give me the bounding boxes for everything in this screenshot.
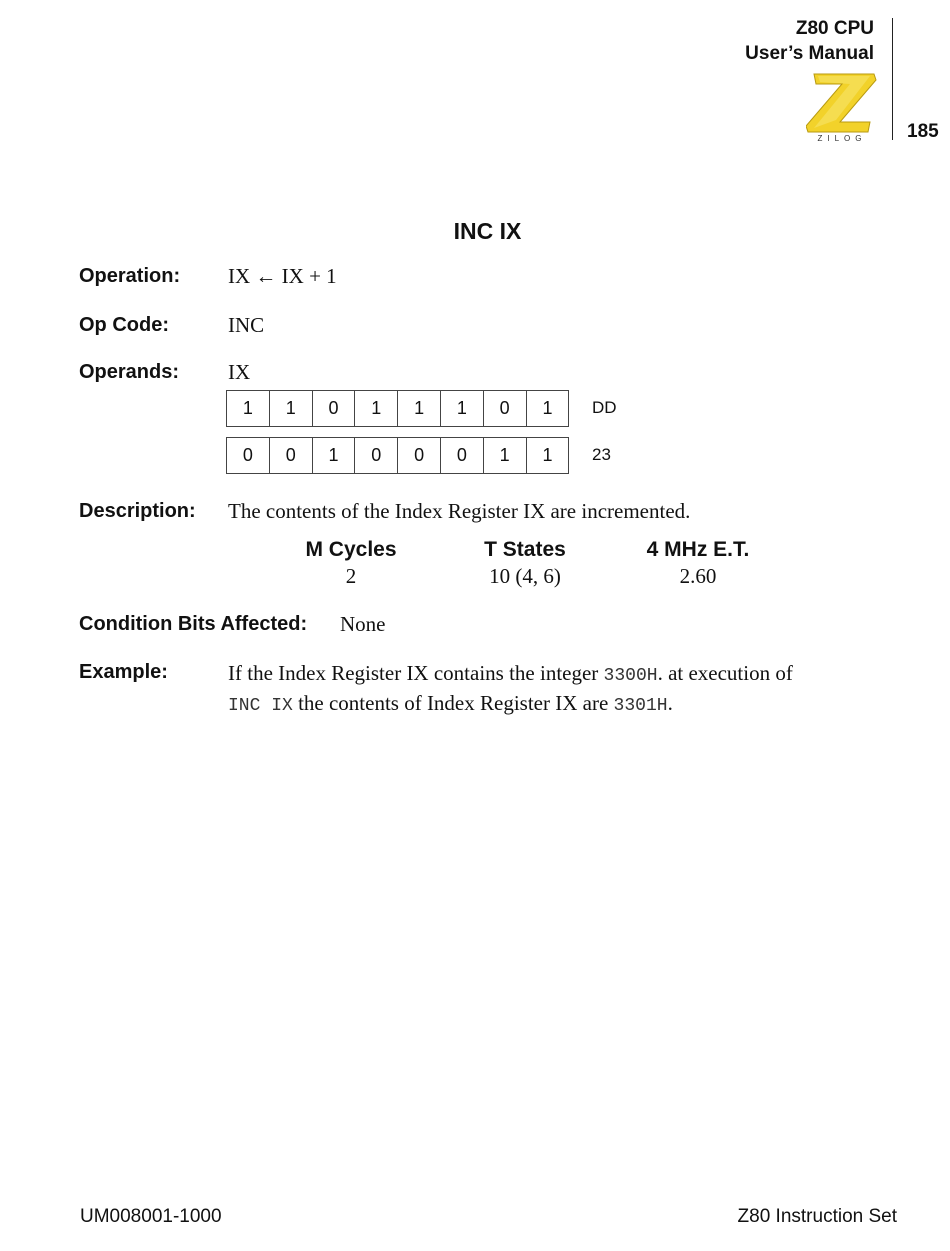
manual-header [745, 16, 874, 66]
opcode-hex-2: 23 [592, 445, 611, 464]
bit-cell: 0 [483, 390, 527, 427]
operation-value: IX ← IX + 1 [228, 264, 337, 288]
header-divider [892, 18, 893, 140]
bit-cell: 1 [440, 390, 484, 427]
example-text-2: . at execution of [657, 661, 793, 685]
bit-cell: 0 [354, 437, 398, 474]
example-text-1: If the Index Register IX contains the integer [228, 661, 604, 685]
bit-cell: 1 [397, 390, 441, 427]
bit-cell: 1 [354, 390, 398, 427]
timing-m-cycles [261, 538, 441, 589]
bit-cell: 0 [440, 437, 484, 474]
opcode-hex-1: DD [592, 398, 617, 417]
footer-doc-id: UM008001-1000 [80, 1206, 222, 1227]
opcode-value: INC [228, 313, 265, 337]
bit-cell: 1 [483, 437, 527, 474]
page-number: 185 [907, 121, 939, 142]
timing-header: T States [484, 538, 566, 561]
example-text-4: . [667, 691, 673, 715]
zilog-logo [806, 70, 878, 144]
bit-cell: 1 [526, 390, 570, 427]
timing-execution-time [608, 538, 788, 589]
condition-bits-value: None [340, 612, 386, 636]
bit-cell: 0 [397, 437, 441, 474]
bit-cell: 1 [526, 437, 570, 474]
timing-value: 2 [345, 564, 357, 588]
logo-wordmark: ZILOG [817, 134, 867, 143]
header-line-1: Z80 CPU [795, 18, 874, 39]
operation-label: Operation: [79, 265, 181, 287]
example-label: Example: [79, 661, 168, 683]
bit-cell: 1 [226, 390, 270, 427]
opcode-label: Op Code: [79, 314, 169, 336]
instruction-title: INC IX [453, 218, 522, 244]
example-code-3: 3301H [613, 696, 668, 716]
condition-bits-label: Condition Bits Affected: [79, 613, 308, 635]
opcode-bits-row-1 [226, 390, 569, 427]
timing-value: 10 (4, 6) [489, 564, 561, 588]
footer-section: Z80 Instruction Set [737, 1206, 897, 1227]
bit-cell: 1 [312, 437, 356, 474]
bit-cell: 0 [269, 437, 313, 474]
timing-header: 4 MHz E.T. [646, 538, 750, 561]
timing-value: 2.60 [679, 564, 717, 588]
bit-cell: 1 [269, 390, 313, 427]
description-label: Description: [79, 500, 196, 522]
timing-t-states [435, 538, 615, 589]
bit-cell: 0 [312, 390, 356, 427]
example-code-1: 3300H [603, 666, 658, 686]
timing-header: M Cycles [305, 538, 397, 561]
example-code-2: INC IX [228, 696, 293, 716]
bit-cell: 0 [226, 437, 270, 474]
example-text [228, 660, 868, 720]
example-text-3: the contents of Index Register IX are [292, 691, 614, 715]
operands-label: Operands: [79, 361, 180, 383]
operands-value: IX [228, 360, 251, 384]
opcode-bits-row-2 [226, 437, 569, 474]
header-line-2: User’s Manual [745, 43, 874, 64]
description-value: The contents of the Index Register IX are incremented. [228, 499, 691, 523]
